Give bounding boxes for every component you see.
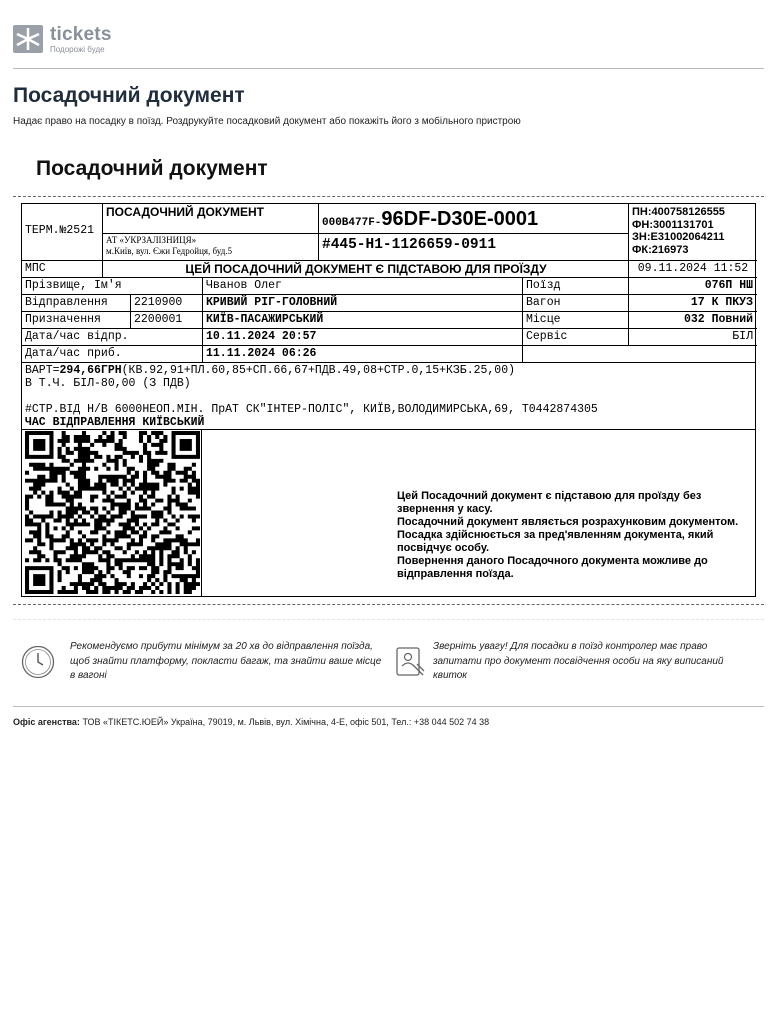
- fiscal-zn: ЗН:Е31002064211: [632, 231, 725, 243]
- fiscal-fn: ФН:3001131701: [632, 218, 714, 231]
- order-number: #445-H1-1126659-0911: [318, 233, 629, 260]
- brand-logo: [13, 24, 123, 56]
- cost-prefix: ВАРТ=: [25, 364, 60, 377]
- wagon-label: Вагон: [522, 294, 629, 311]
- fiscal-cell: [628, 204, 757, 260]
- dep-time-value: 10.11.2024 20:57: [202, 328, 523, 345]
- note-item: Повернення даного Посадочного документа можливе до відправлення поїзда.: [397, 555, 708, 580]
- terminal-cell: [22, 204, 103, 260]
- id-tip: Зверніть увагу! Для посадки в поїзд контролер має право запитати про документ посвідчення особи на яку виписаний квиток: [433, 641, 724, 681]
- ticket-table: [21, 203, 756, 597]
- issuer-name: АТ «УКРЗАЛІЗНИЦЯ»: [106, 235, 197, 245]
- seat-label: Місце: [522, 311, 629, 328]
- empty-cell: [522, 345, 757, 362]
- wagon-value: 17 К ПКУЗ: [628, 294, 757, 311]
- cost-line: [25, 364, 752, 377]
- clock-icon: [21, 645, 55, 679]
- dashed-divider-top: [13, 196, 764, 197]
- ticket-notes: [397, 490, 755, 581]
- fiscal-fk: ФК:216973: [632, 243, 689, 256]
- arr-time-label: Дата/час приб.: [22, 345, 203, 362]
- doc-code-main: 96DF-D30E-0001: [381, 208, 539, 230]
- time-note: ЧАС ВІДПРАВЛЕННЯ КИЇВСЬКИЙ: [25, 416, 205, 429]
- destination-code: 2200001: [130, 311, 203, 328]
- insurance-line: #СТР.ВІД Н/В 6000НЕОП.МІН. ПрАТ СК"ІНТЕР-ПОЛІС", КИЇВ,ВОЛОДИМИРСЬКА,69, Т0442874305: [25, 403, 598, 416]
- mps-label: МПС: [22, 260, 103, 277]
- train-value: 076П НШ: [628, 277, 757, 294]
- destination-station: КИЇВ-ПАСАЖИРСЬКИЙ: [202, 311, 523, 328]
- footer-label: Офіс агенства:: [13, 717, 80, 727]
- logo-mark-icon: [13, 25, 43, 53]
- terminal-number: ТЕРМ.№2521: [25, 224, 95, 237]
- doc-code-prefix: 000B477F-: [322, 217, 382, 229]
- light-divider: [13, 619, 764, 620]
- service-value: БІЛ: [628, 328, 757, 345]
- qr-cell: [22, 429, 202, 597]
- footer-divider: [13, 706, 764, 707]
- brand-name: tickets: [50, 24, 112, 45]
- note-item: Посадка здійснюється за пред'явленням документа, який посвідчує особу.: [397, 529, 714, 554]
- departure-station: КРИВИЙ РІГ-ГОЛОВНИЙ: [202, 294, 523, 311]
- notes-cell: [201, 429, 755, 597]
- doc-code-cell: [318, 204, 629, 234]
- seat-value: 032 Повний: [628, 311, 757, 328]
- issuer-cell: [102, 233, 319, 260]
- destination-label: Призначення: [22, 311, 131, 328]
- agency-office: [13, 717, 489, 727]
- fiscal-pn: ПН:400758126555: [632, 206, 725, 218]
- page-subtitle: Надає право на посадку в поїзд. Роздрукуйте посадковий документ або покажіть його з мобільного пристрою: [13, 116, 521, 127]
- departure-code: 2210900: [130, 294, 203, 311]
- train-label: Поїзд: [522, 277, 629, 294]
- page-title: Посадочний документ: [13, 84, 245, 107]
- dashed-divider-bottom: [13, 604, 764, 605]
- cost-block: [22, 362, 755, 429]
- basis-text: ЦЕЙ ПОСАДОЧНИЙ ДОКУМЕНТ Є ПІДСТАВОЮ ДЛЯ ПРОЇЗДУ: [102, 260, 629, 277]
- cost-value: 294,66ГРН: [59, 364, 122, 377]
- departure-label: Відправлення: [22, 294, 131, 311]
- name-label: Прізвище, Ім'я: [22, 277, 203, 294]
- dep-time-label: Дата/час відпр.: [22, 328, 203, 345]
- id-document-icon: [393, 645, 427, 679]
- header-divider: [13, 68, 764, 69]
- note-item: Цей Посадочний документ є підставою для проїзду без звернення у касу.: [397, 490, 702, 515]
- note-item: Посадочний документ являється розрахунковим документом.: [397, 516, 739, 528]
- cost-details: (КВ.92,91+ПЛ.60,85+СП.66,67+ПДВ.49,08+СТР.0,15+КЗБ.25,00): [121, 364, 516, 377]
- footer-text: ТОВ «ТІКЕТС.ЮЕЙ» Україна, 79019, м. Львів, вул. Хімічна, 4-Е, офіс 501, Тел.: +38 044 502 74 38: [82, 717, 490, 727]
- arrival-tip: Рекомендуємо прибути мінімум за 20 хв до відправлення поїзда, щоб знайти платформу, покласти багаж, та знайти ваше місце в вагоні: [70, 641, 382, 681]
- issue-datetime: 09.11.2024 11:52: [628, 260, 757, 277]
- passenger-name: Чванов Олег: [202, 277, 523, 294]
- cost-line-2: В Т.Ч. БІЛ-80,00 (З ПДВ): [25, 377, 191, 390]
- brand-tagline: Подорожі буде: [50, 45, 105, 54]
- issuer-address: м.Київ, вул. Єжи Гедройця, буд.5: [106, 246, 233, 256]
- service-label: Сервіс: [522, 328, 629, 345]
- doc-title: ПОСАДОЧНИЙ ДОКУМЕНТ: [102, 204, 319, 234]
- qr-code: [25, 431, 200, 594]
- section-title: Посадочний документ: [36, 157, 268, 180]
- arr-time-value: 11.11.2024 06:26: [202, 345, 523, 362]
